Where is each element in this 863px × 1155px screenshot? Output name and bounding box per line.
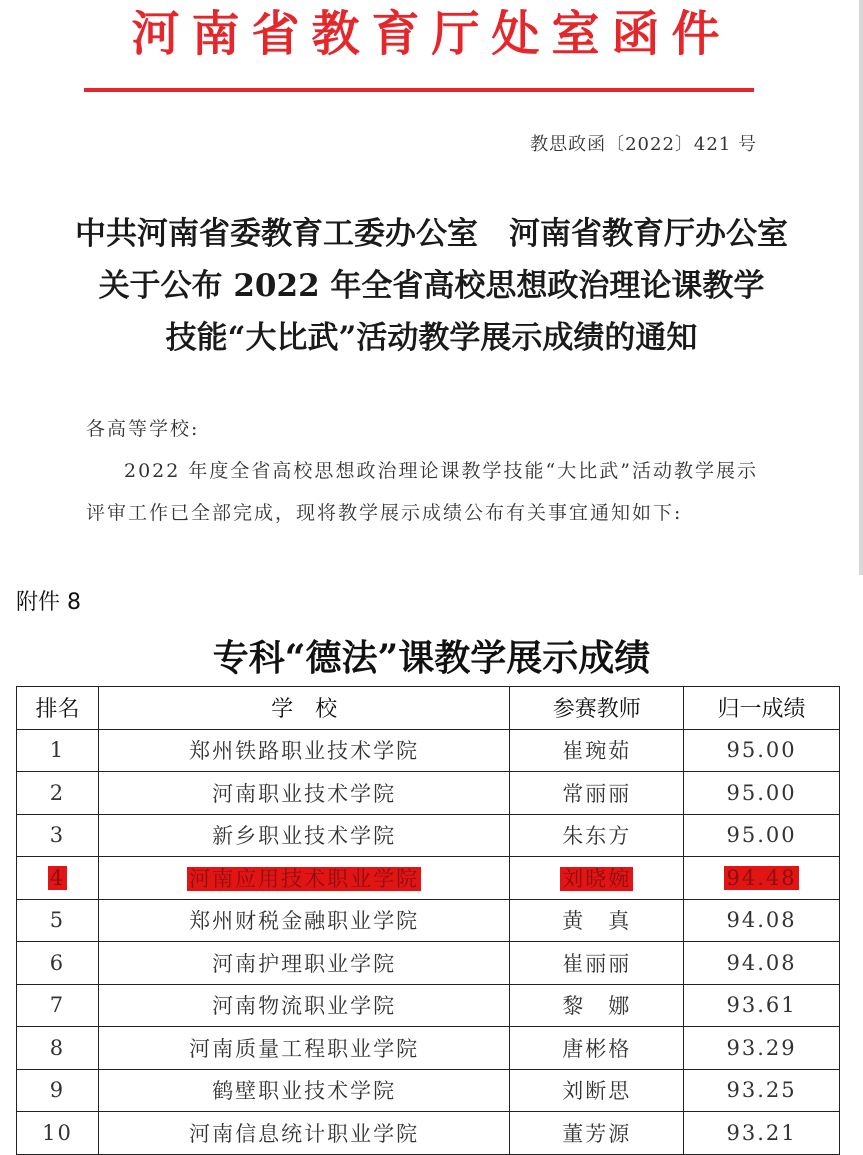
cell-rank-text: 6 <box>49 950 66 975</box>
cell-school-text: 河南护理职业学院 <box>212 951 397 976</box>
cell-rank-text: 5 <box>49 908 66 933</box>
cell-score-text: 95.00 <box>726 823 797 848</box>
cell-rank <box>17 857 99 900</box>
cell-school <box>98 1069 509 1112</box>
cell-score-text: 93.61 <box>726 993 797 1018</box>
cell-rank <box>17 729 99 772</box>
cell-teacher-text: 刘晓婉 <box>562 866 632 891</box>
cell-rank <box>17 772 99 815</box>
cell-teacher <box>510 772 684 815</box>
cell-rank <box>17 814 99 857</box>
document-number: 教思政函〔2022〕421 号 <box>530 134 757 155</box>
cell-school <box>98 729 509 772</box>
cell-rank-text: 7 <box>49 993 66 1018</box>
cell-rank <box>17 1112 99 1155</box>
letterhead-title: 河南省教育厅处室函件 <box>131 6 732 62</box>
cell-school <box>98 1112 509 1155</box>
cell-score-text: 94.08 <box>726 950 797 975</box>
cell-rank-text: 3 <box>49 823 66 848</box>
cell-teacher-text: 董芳源 <box>562 1121 632 1146</box>
cell-score-text: 95.00 <box>726 738 797 763</box>
cell-rank <box>17 942 99 985</box>
cell-school-text: 河南质量工程职业学院 <box>189 1036 420 1061</box>
results-table <box>16 686 840 1155</box>
attachment-label: 附件 8 <box>16 590 81 615</box>
notice-body <box>86 408 758 534</box>
cell-teacher <box>510 857 684 900</box>
cell-score-text: 95.00 <box>726 780 797 805</box>
cell-school-text: 河南信息统计职业学院 <box>189 1121 420 1146</box>
letterhead-red-rule <box>84 88 754 92</box>
cell-score <box>684 814 840 857</box>
table-title: 专科“德法”课教学展示成绩 <box>212 637 651 679</box>
cell-rank-text: 1 <box>49 738 66 763</box>
cell-teacher <box>510 899 684 942</box>
cell-teacher <box>510 1027 684 1070</box>
cell-school <box>98 814 509 857</box>
cell-teacher-text: 刘断思 <box>562 1079 632 1104</box>
cell-teacher <box>510 1069 684 1112</box>
cell-teacher <box>510 984 684 1027</box>
cell-rank-text: 2 <box>49 780 66 805</box>
cell-rank-text: 8 <box>49 1035 66 1060</box>
cell-score <box>684 1069 840 1112</box>
cell-score <box>684 1027 840 1070</box>
cell-rank <box>17 1027 99 1070</box>
cell-score-text: 93.21 <box>726 1120 797 1145</box>
table-row <box>17 1027 840 1070</box>
table-row <box>17 899 840 942</box>
cell-school-text: 新乡职业技术学院 <box>212 824 397 849</box>
table-header-row <box>17 687 840 730</box>
cell-teacher-text: 常丽丽 <box>562 781 632 806</box>
cell-school-text: 郑州财税金融职业学院 <box>189 909 420 934</box>
title-line: 中共河南省委教育工委办公室 河南省教育厅办公室 <box>75 216 788 252</box>
table-row <box>17 1112 840 1155</box>
cell-teacher-text: 崔琬茹 <box>562 739 632 764</box>
notice-title <box>40 208 823 364</box>
cell-score-text: 93.29 <box>726 1035 797 1060</box>
cell-score <box>684 1112 840 1155</box>
cell-school-text: 郑州铁路职业技术学院 <box>189 739 420 764</box>
cell-school <box>98 899 509 942</box>
cell-score <box>684 772 840 815</box>
cell-score <box>684 899 840 942</box>
header-score: 归一成绩 <box>684 687 840 730</box>
cell-school-text: 河南职业技术学院 <box>212 781 397 806</box>
cell-school-text: 鹤壁职业技术学院 <box>212 1079 397 1104</box>
salutation: 各高等学校: <box>86 418 200 440</box>
cell-rank-text: 9 <box>49 1078 66 1103</box>
table-row <box>17 984 840 1027</box>
cell-score <box>684 729 840 772</box>
page-edge-scrollbar[interactable] <box>859 0 863 575</box>
cell-score-text: 93.25 <box>726 1078 797 1103</box>
cell-rank <box>17 1069 99 1112</box>
cell-rank <box>17 984 99 1027</box>
header-rank: 排名 <box>17 687 99 730</box>
table-row <box>17 1069 840 1112</box>
cell-score <box>684 942 840 985</box>
table-row <box>17 729 840 772</box>
header-teacher: 参赛教师 <box>510 687 684 730</box>
cell-score-text: 94.48 <box>726 865 797 890</box>
cell-school <box>98 857 509 900</box>
cell-teacher-text: 朱东方 <box>562 824 632 849</box>
cell-teacher <box>510 814 684 857</box>
cell-teacher <box>510 942 684 985</box>
table-row <box>17 772 840 815</box>
title-line: 关于公布 2022 年全省高校思想政治理论课教学 <box>98 268 765 304</box>
cell-teacher-text: 唐彬格 <box>562 1036 632 1061</box>
cell-rank-text: 10 <box>42 1120 73 1145</box>
table-row <box>17 857 840 900</box>
cell-score <box>684 984 840 1027</box>
cell-teacher <box>510 729 684 772</box>
cell-teacher-text: 黄 真 <box>562 909 632 934</box>
cell-school <box>98 1027 509 1070</box>
cell-score-text: 94.08 <box>726 908 797 933</box>
cell-rank-text: 4 <box>49 865 66 890</box>
header-school: 学 校 <box>98 687 509 730</box>
cell-school <box>98 772 509 815</box>
cell-school <box>98 984 509 1027</box>
body-paragraph: 2022 年度全省高校思想政治理论课教学技能“大比武”活动教学展示评审工作已全部完成，现将教学展示成绩公布有关事宜通知如下: <box>86 460 758 524</box>
cell-school <box>98 942 509 985</box>
cell-score <box>684 857 840 900</box>
cell-rank <box>17 899 99 942</box>
cell-teacher <box>510 1112 684 1155</box>
cell-school-text: 河南物流职业学院 <box>212 994 397 1019</box>
cell-teacher-text: 黎 娜 <box>562 994 632 1019</box>
table-body <box>17 729 840 1154</box>
cell-school-text: 河南应用技术职业学院 <box>189 866 420 891</box>
table-row <box>17 942 840 985</box>
title-line: 技能“大比武”活动教学展示成绩的通知 <box>165 320 698 356</box>
cell-teacher-text: 崔丽丽 <box>562 951 632 976</box>
table-row <box>17 814 840 857</box>
